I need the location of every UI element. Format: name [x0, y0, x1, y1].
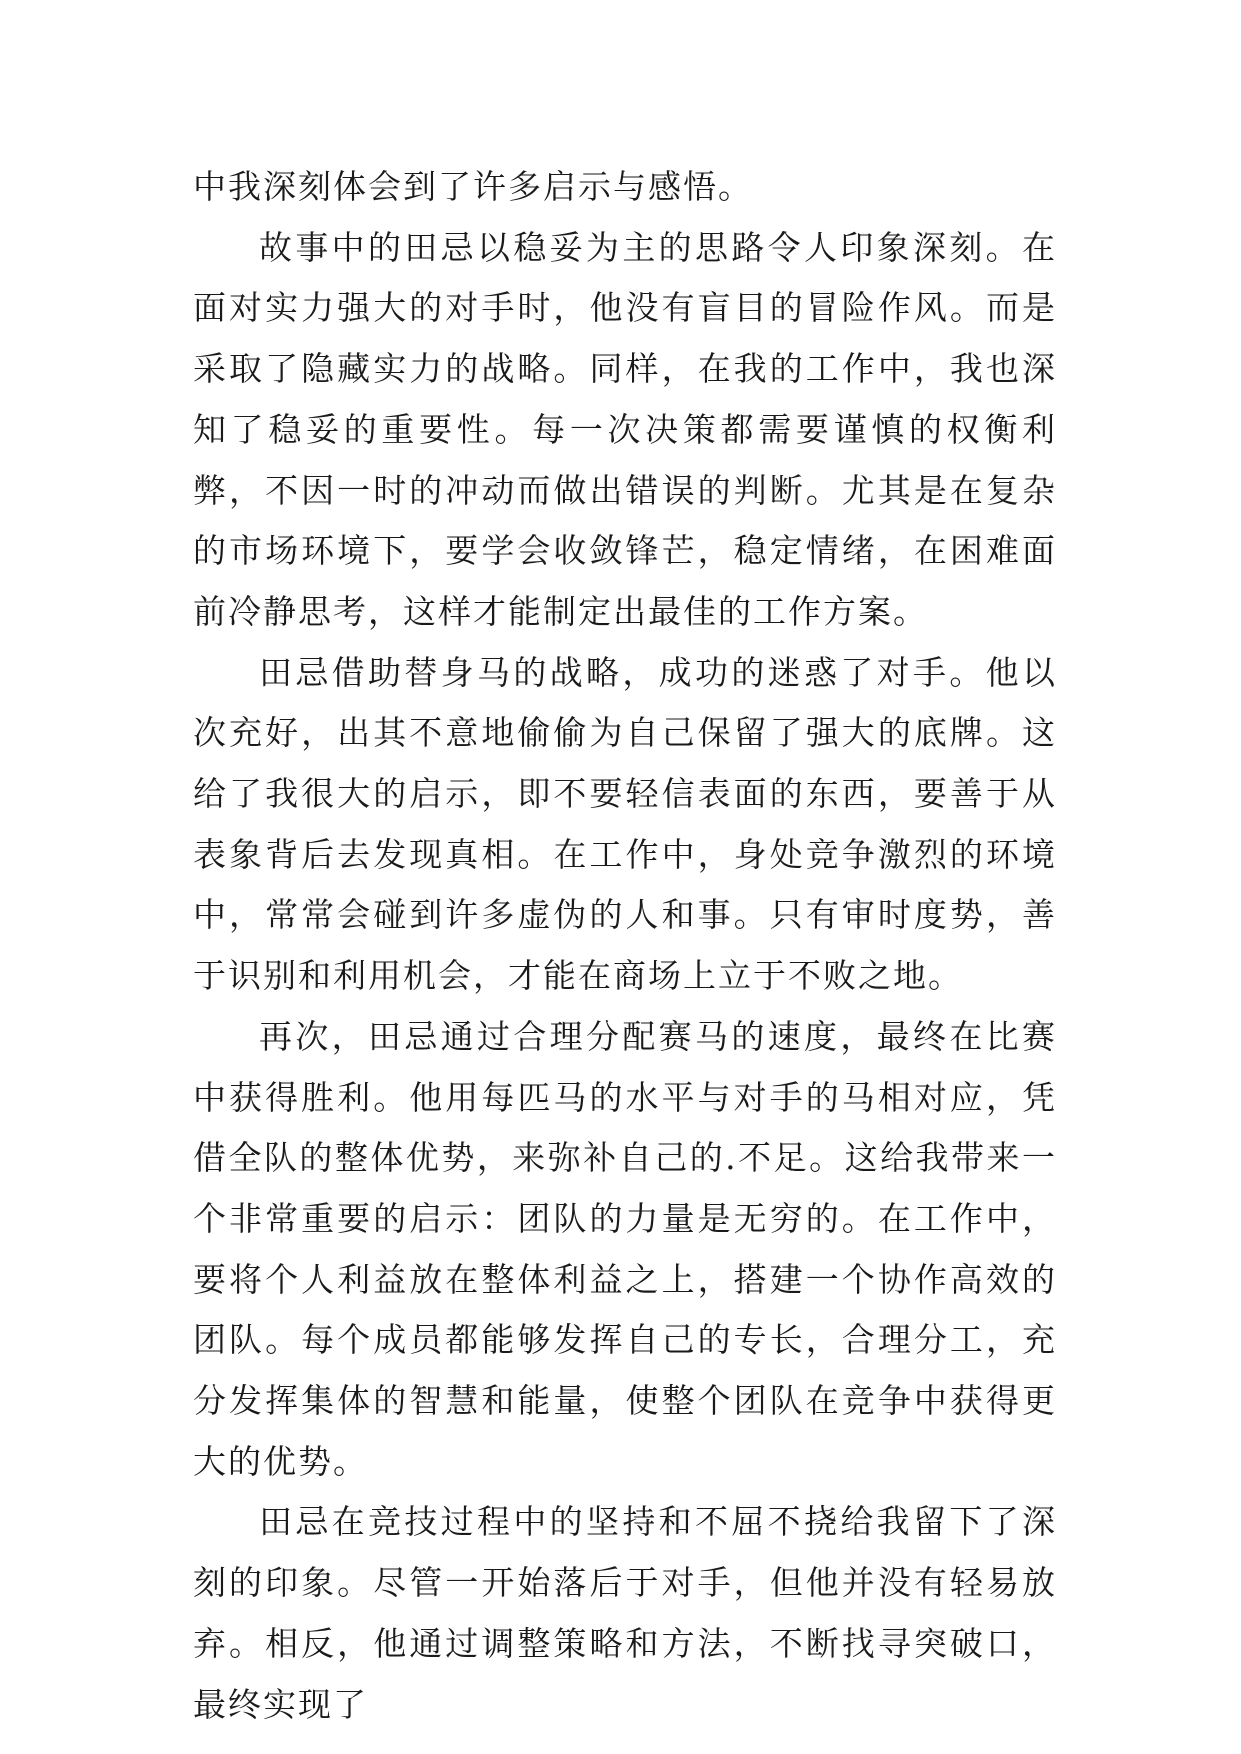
- body-text: [193, 157, 1057, 1735]
- paragraph-5: 田忌在竞技过程中的坚持和不屈不挠给我留下了深刻的印象。尽管一开始落后于对手，但他并没有轻易放弃。相反，他通过调整策略和方法，不断找寻突破口，最终实现了: [193, 1502, 1057, 1724]
- paragraph-4: 再次，田忌通过合理分配赛马的速度，最终在比赛中获得胜利。他用每匹马的水平与对手的马相对应，凭借全队的整体优势，来弥补自己的.不足。这给我带来一个非常重要的启示：团队的力量是无穷的。在工作中，要将个人利益放在整体利益之上，搭建一个协作高效的团队。每个成员都能够发挥自己的专长，合理分工，充分发挥集体的智慧和能量，使整个团队在竞争中获得更大的优势。: [193, 1016, 1057, 1481]
- paragraph-3: 田忌借助替身马的战略，成功的迷惑了对手。他以次充好，出其不意地偷偷为自己保留了强大的底牌。这给了我很大的启示，即不要轻信表面的东西，要善于从表象背后去发现真相。在工作中，身处竞争激烈的环境中，常常会碰到许多虚伪的人和事。只有审时度势，善于识别和利用机会，才能在商场上立于不败之地。: [193, 652, 1057, 996]
- paragraph-2: 故事中的田忌以稳妥为主的思路令人印象深刻。在面对实力强大的对手时，他没有盲目的冒险作风。而是采取了隐藏实力的战略。同样，在我的工作中，我也深知了稳妥的重要性。每一次决策都需要谨慎的权衡利弊，不因一时的冲动而做出错误的判断。尤其是在复杂的市场环境下，要学会收敛锋芒，稳定情绪，在困难面前冷静思考，这样才能制定出最佳的工作方案。: [193, 227, 1057, 631]
- paragraph-1: 中我深刻体会到了许多启示与感悟。: [193, 167, 753, 206]
